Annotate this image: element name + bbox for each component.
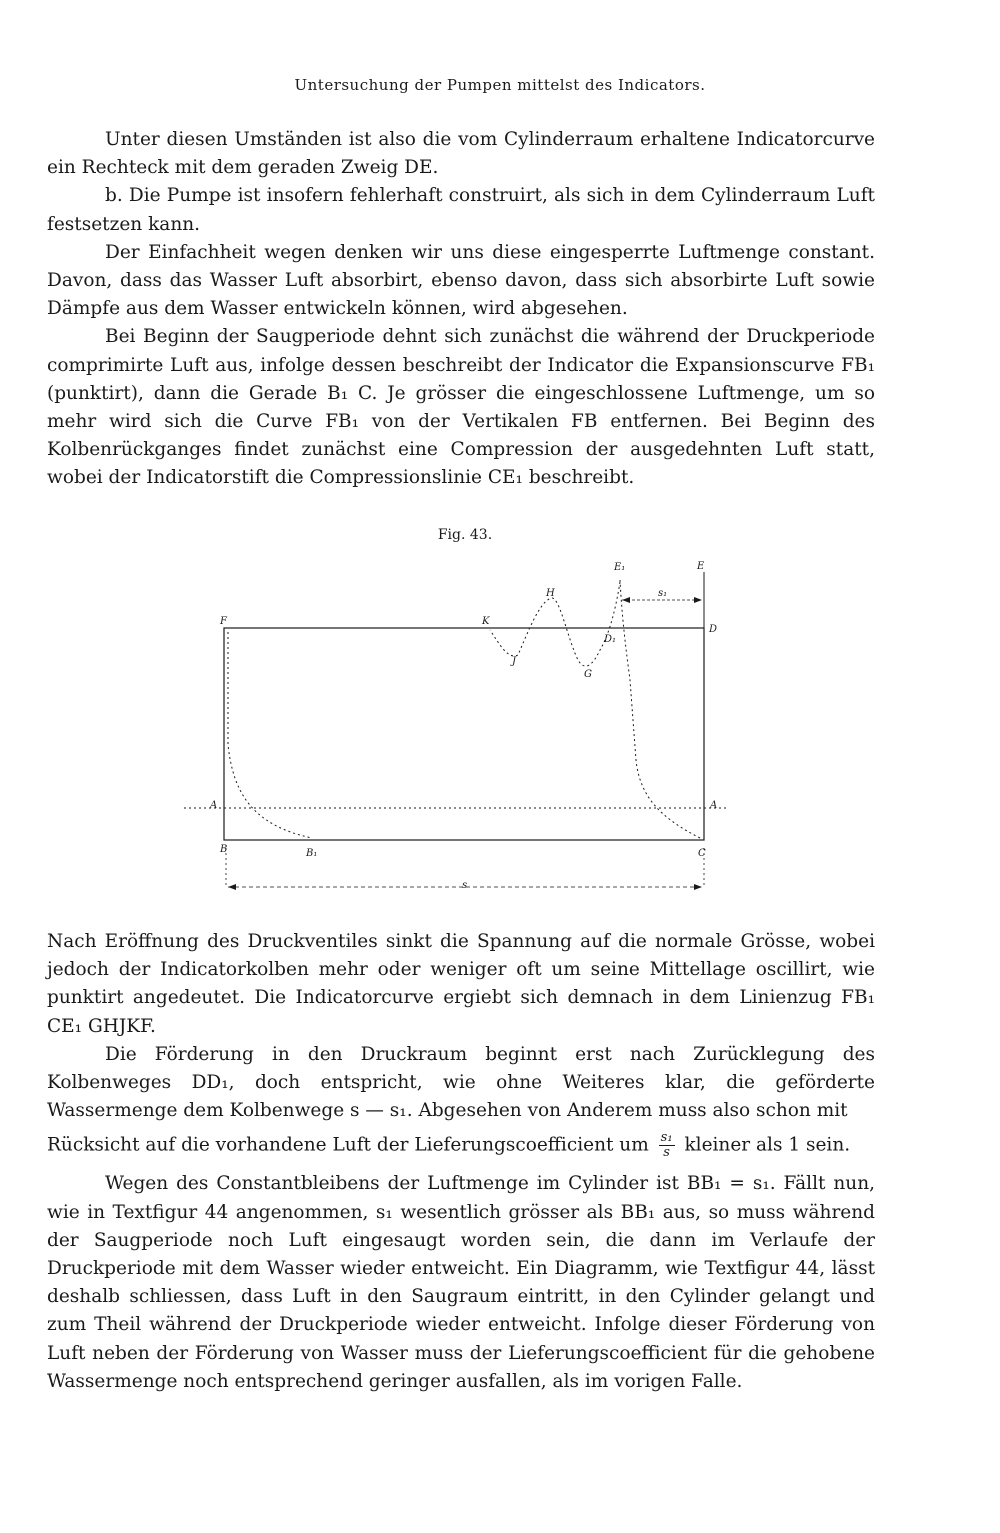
label-F: F bbox=[220, 616, 227, 627]
s1-arrow-right bbox=[694, 597, 702, 603]
paragraph-5: Nach Eröffnung des Druckventiles sinkt die Spannung auf die normale Grösse, wobei jedoch der Indicatorkolben mehr oder weniger oft um seine Mittellage oscillirt, wie punktirt angedeutet. Die Indicatorcurve ergiebt sich demnach in dem Linienzug FB₁ CE₁ GHJKF. bbox=[47, 931, 875, 1037]
label-K: K bbox=[482, 616, 490, 627]
paragraph-6-continued bbox=[47, 1131, 875, 1160]
label-B1: B₁ bbox=[306, 848, 318, 859]
s-arrow-left bbox=[228, 884, 236, 890]
fraction-s1-over-s bbox=[659, 1131, 675, 1160]
expansion-curve bbox=[228, 632, 312, 838]
label-B: B bbox=[220, 844, 228, 855]
paragraph-7: Wegen des Constantbleibens der Luftmenge im Cylinder ist BB₁ = s₁. Fällt nun, wie in Textfigur 44 angenommen, s₁ wesentlich grösser als BB₁ aus, so muss während der Saugperiode noch Luft eingesaugt worden sein, die dann im Verlaufe der Druckperiode mit dem Wasser wieder entweicht. Ein Diagramm, wie Textfigur 44, lässt deshalb schliessen, dass Luft in den Saugraum eintritt, in den Cylinder gelangt und zum Theil während der Druckperiode wieder entweicht. Infolge dieser Förderung von Luft neben der Förderung von Wasser muss der Lieferungscoefficient für die gehobene Wassermenge noch entsprechend geringer ausfallen, als im vorigen Falle. bbox=[47, 1173, 875, 1392]
diagram-rectangle bbox=[224, 628, 704, 840]
fraction-numerator: s₁ bbox=[660, 1130, 673, 1146]
label-C: C bbox=[698, 848, 706, 859]
s-arrow-right bbox=[694, 884, 702, 890]
oscillation-curve bbox=[490, 582, 620, 666]
label-A-left: A bbox=[210, 800, 218, 811]
paragraph-6: Die Förderung in den Druckraum beginnt erst nach Zurücklegung des Kolbenweges DD₁, doch entspricht, wie ohne Weiteres klar, die geförderte Wassermenge dem Kolbenwege s — s₁. Abgesehen von Anderem muss also schon mit bbox=[47, 1043, 875, 1122]
label-H: H bbox=[546, 588, 555, 599]
label-D: D bbox=[709, 624, 718, 635]
fraction-denominator: s bbox=[663, 1145, 670, 1161]
paragraph-2: b. Die Pumpe ist insofern fehlerhaft construirt, als sich in dem Cylinderraum Luft festsetzen kann. bbox=[47, 185, 875, 235]
s1-arrow-left bbox=[622, 597, 630, 603]
label-A-right: A bbox=[710, 800, 718, 811]
label-J: J bbox=[512, 656, 517, 667]
label-s1: s₁ bbox=[658, 588, 668, 599]
label-D1: D₁ bbox=[604, 634, 617, 645]
label-G: G bbox=[584, 669, 592, 680]
compression-curve bbox=[620, 580, 700, 838]
label-E: E bbox=[697, 561, 705, 572]
figure-caption: Fig. 43. bbox=[437, 527, 493, 543]
paragraph-6-after-fraction: kleiner als 1 sein. bbox=[684, 1134, 851, 1156]
text-block-bottom bbox=[47, 928, 875, 1396]
label-E1: E₁ bbox=[614, 562, 626, 573]
paragraph-4: Bei Beginn der Saugperiode dehnt sich zunächst die während der Druckperiode comprimirte Luft aus, infolge dessen beschreibt der Indicator die Expansionscurve FB₁ (punktirt), dann die Gerade B₁ C. Je grösser die eingeschlossene Luftmenge, um so mehr wird sich die Curve FB₁ von der Vertikalen FB entfernen. Bei Beginn des Kolbenrückganges findet zunächst eine Compression der ausgedehnten Luft statt, wobei der Indicatorstift die Compressionslinie CE₁ beschreibt. bbox=[47, 326, 875, 489]
label-s: s bbox=[462, 880, 468, 891]
paragraph-6-before-fraction: Rücksicht auf die vorhandene Luft der Lieferungscoefficient um bbox=[47, 1134, 649, 1156]
paragraph-3: Der Einfachheit wegen denken wir uns diese eingesperrte Luftmenge constant. Davon, dass das Wasser Luft absorbirt, ebenso davon, dass sich absorbirte Luft sowie Dämpfe aus dem Wasser entwickeln können, wird abgesehen. bbox=[47, 241, 875, 320]
paragraph-1: Unter diesen Umständen ist also die vom Cylinderraum erhaltene Indicatorcurve ein Rechteck mit dem geraden Zweig DE. bbox=[47, 129, 875, 179]
text-block-top bbox=[47, 126, 875, 493]
running-head: Untersuchung der Pumpen mittelst des Indicators. bbox=[294, 76, 706, 94]
